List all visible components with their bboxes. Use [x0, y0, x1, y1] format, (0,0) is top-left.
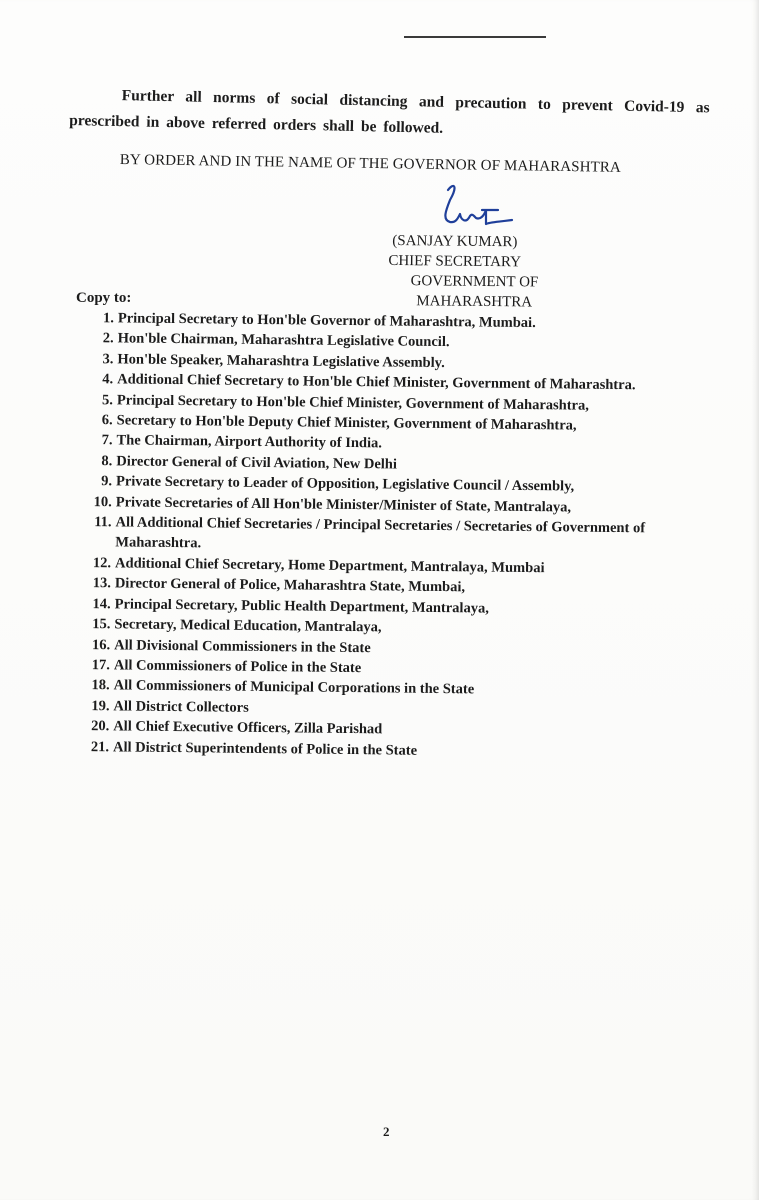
- copy-to-item-number: 12.: [92, 554, 112, 572]
- copy-to-item-text: All Divisional Commissioners in the State: [114, 636, 371, 656]
- copy-to-item-text: Principal Secretary to Hon'ble Chief Minister, Government of Maharashtra,: [116, 391, 590, 414]
- copy-to-item-text: Additional Chief Secretary to Hon'ble Chief Minister, Government of Maharashtra.: [117, 371, 636, 394]
- signatory-office: GOVERNMENT OF MAHARASHTRA: [410, 273, 539, 311]
- page-number: 2: [383, 1124, 390, 1139]
- copy-to-item-number: 3.: [102, 351, 114, 368]
- signatory-name: (SANJAY KUMAR): [392, 232, 518, 251]
- copy-to-item-number: 1.: [102, 310, 114, 327]
- copy-to-list: [81, 308, 726, 764]
- copy-to-item-text: Secretary to Hon'ble Deputy Chief Minister, Government of Maharashtra,: [116, 412, 577, 434]
- copy-to-item-number: 7.: [101, 432, 113, 449]
- copy-to-item-text: All Chief Executive Officers, Zilla Parishad: [113, 718, 383, 738]
- copy-to-item-text: All District Superintendents of Police in the State: [112, 738, 418, 759]
- copy-to-item-number: 8.: [101, 453, 113, 470]
- signatory-designation: CHIEF SECRETARY: [388, 252, 522, 271]
- copy-to-item-text: Director General of Civil Aviation, New Delhi: [116, 453, 398, 473]
- copy-to-item-number: 11.: [94, 514, 112, 531]
- copy-to-item-text: All Commissioners of Municipal Corporations in the State: [113, 677, 475, 698]
- signature-icon: [428, 180, 518, 234]
- copy-to-item-number: 2.: [102, 330, 114, 347]
- copy-to-item-number: 16.: [91, 636, 111, 653]
- copy-to-heading: Copy to:: [76, 290, 132, 306]
- copy-to-item-number: 6.: [101, 412, 113, 429]
- copy-to-item-number: 9.: [101, 473, 113, 490]
- copy-to-item-number: 19.: [91, 697, 110, 715]
- signatory-block: [299, 230, 590, 313]
- copy-to-item-text: Private Secretary to Leader of Opposition, Legislative Council / Assembly,: [115, 473, 575, 495]
- copy-to-item-number: 14.: [92, 595, 111, 612]
- copy-to-item-number: 18.: [91, 677, 110, 694]
- copy-to-item-text: Hon'ble Chairman, Maharashtra Legislative Council.: [117, 330, 450, 351]
- copy-to-item-text: Secretary, Medical Education, Mantralaya,: [114, 616, 382, 636]
- copy-to-item-number: 20.: [91, 718, 110, 735]
- copy-to-item-number: 13.: [92, 575, 111, 592]
- copy-to-item: [83, 512, 723, 560]
- copy-to-item-text: Private Secretaries of All Hon'ble Minister/Minister of State, Mantralaya,: [115, 494, 572, 516]
- body-paragraph: Further all norms of social distancing and precaution to prevent Covid-19 as prescribed in above referred orders shall be followed.: [69, 87, 710, 137]
- copy-to-item-number: 17.: [91, 656, 111, 674]
- copy-to-item-number: 10.: [93, 493, 112, 510]
- copy-to-item-number: 4.: [102, 371, 114, 388]
- copy-to-item-text: All Additional Chief Secretaries / Principal Secretaries / Secretaries of Government of Maharashtra.: [115, 514, 646, 552]
- top-rule: [404, 36, 546, 38]
- copy-to-item-text: Director General of Police, Maharashtra State, Mumbai,: [114, 575, 466, 596]
- copy-to-item-text: All Commissioners of Police in the State: [113, 657, 362, 677]
- copy-to-item-text: Principal Secretary to Hon'ble Governor of Maharashtra, Mumbai.: [117, 310, 536, 332]
- copy-to-item-number: 5.: [101, 391, 114, 408]
- copy-to-item-text: Principal Secretary, Public Health Department, Mantralaya,: [114, 596, 489, 617]
- copy-to-item-text: Hon'ble Speaker, Maharashtra Legislative Assembly.: [117, 351, 445, 371]
- order-line: BY ORDER AND IN THE NAME OF THE GOVERNOR OF MAHARASHTRA: [119, 152, 622, 176]
- copy-to-item-number: 21.: [90, 738, 110, 755]
- copy-to-item-text: The Chairman, Airport Authority of India.: [116, 432, 383, 452]
- copy-to-item-text: All District Collectors: [113, 698, 249, 716]
- copy-to-item-number: 15.: [92, 616, 111, 633]
- copy-to-item-text: Additional Chief Secretary, Home Department, Mantralaya, Mumbai: [115, 555, 545, 577]
